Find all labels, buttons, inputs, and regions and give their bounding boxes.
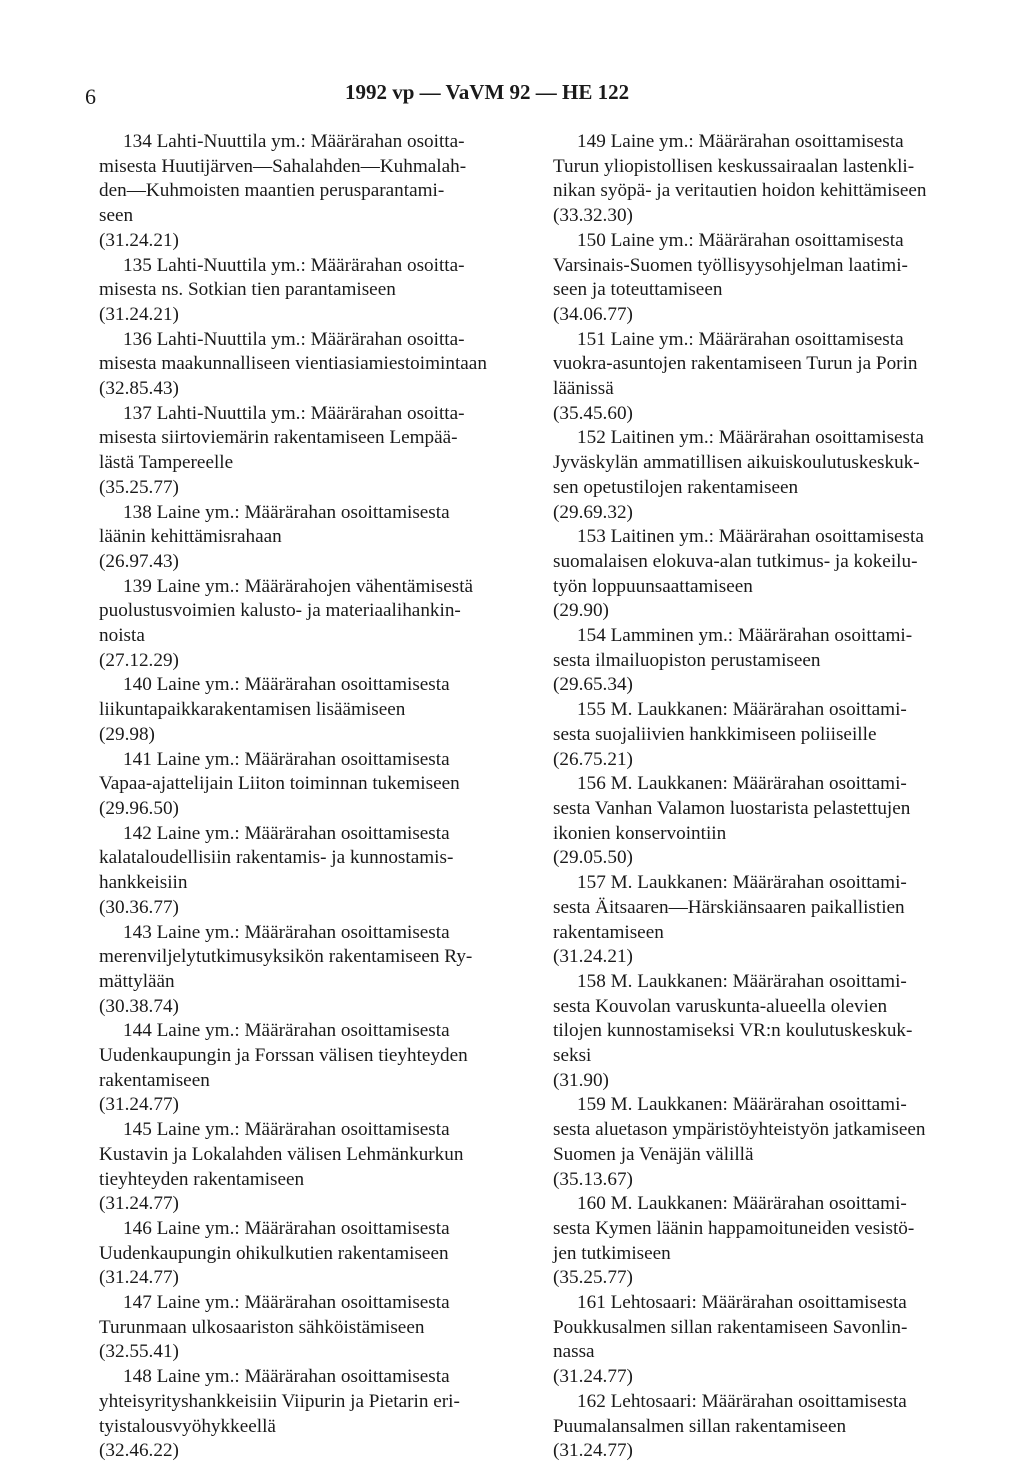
- motion-entry: [553, 624, 985, 698]
- budget-code: (35.25.77): [553, 1267, 633, 1289]
- entry-text-line: Poukkusalmen sillan rakentamiseen Savonlin-: [553, 1316, 908, 1338]
- right-column: [553, 130, 985, 1464]
- entry-title-line: 160 M. Laukkanen: Määrärahan osoittami-: [577, 1193, 907, 1215]
- motion-entry: [553, 970, 985, 1094]
- motion-entry: [99, 822, 531, 921]
- motion-entry: [553, 698, 985, 772]
- entry-title-line: 156 M. Laukkanen: Määrärahan osoittami-: [577, 773, 907, 795]
- budget-code: (29.65.34): [553, 674, 633, 696]
- entry-text-line: Vapaa-ajattelijain Liiton toiminnan tukemiseen: [99, 773, 460, 795]
- motion-entry: [553, 426, 985, 525]
- entry-text-line: sesta aluetason ympäristöyhteistyön jatkamiseen: [553, 1119, 926, 1141]
- budget-code: (32.85.43): [99, 378, 179, 400]
- motion-entry: [99, 254, 531, 328]
- entry-text-line: sesta Äitsaaren—Härskiänsaaren paikallistien: [553, 896, 905, 918]
- entry-text-line: ikonien konservointiin: [553, 822, 727, 844]
- entry-text-line: sesta Kouvolan varuskunta-alueella olevien: [553, 995, 888, 1017]
- entry-title-line: 152 Laitinen ym.: Määrärahan osoittamisesta: [577, 427, 924, 449]
- entry-title-line: 141 Laine ym.: Määrärahan osoittamisesta: [123, 748, 450, 770]
- entry-title-line: 146 Laine ym.: Määrärahan osoittamisesta: [123, 1217, 450, 1239]
- budget-code: (30.36.77): [99, 896, 179, 918]
- entry-text-line: seen ja toteuttamiseen: [553, 279, 723, 301]
- entry-text-line: seksi: [553, 1045, 592, 1067]
- entry-title-line: 155 M. Laukkanen: Määrärahan osoittami-: [577, 699, 907, 721]
- budget-code: (31.24.77): [99, 1193, 179, 1215]
- motion-entry: [553, 1093, 985, 1192]
- budget-code: (29.98): [99, 723, 155, 745]
- motion-entry: [99, 575, 531, 674]
- budget-code: (31.24.77): [553, 1366, 633, 1388]
- entry-text-line: Varsinais-Suomen työllisyysohjelman laatimi-: [553, 254, 908, 276]
- entry-title-line: 139 Laine ym.: Määrärahojen vähentämisestä: [123, 575, 474, 597]
- motion-entry: [553, 328, 985, 427]
- budget-code: (31.90): [553, 1069, 609, 1091]
- budget-code: (29.69.32): [553, 501, 633, 523]
- motion-entry: [99, 748, 531, 822]
- motion-entry: [99, 328, 531, 402]
- motion-entry: [553, 1192, 985, 1291]
- entry-text-line: Turun yliopistollisen keskussairaalan lastenkli-: [553, 155, 915, 177]
- motion-entry: [553, 229, 985, 328]
- entry-text-line: seen: [99, 205, 134, 227]
- entry-text-line: rakentamiseen: [553, 921, 664, 943]
- entry-title-line: 147 Laine ym.: Määrärahan osoittamisesta: [123, 1292, 450, 1314]
- budget-code: (35.45.60): [553, 402, 633, 424]
- running-head: 1992 vp — VaVM 92 — HE 122: [345, 80, 630, 104]
- entry-title-line: 138 Laine ym.: Määrärahan osoittamisesta: [123, 501, 450, 523]
- budget-code: (31.24.77): [99, 1094, 179, 1116]
- entry-text-line: Puumalansalmen sillan rakentamiseen: [553, 1415, 847, 1437]
- entry-title-line: 134 Lahti-Nuuttila ym.: Määrärahan osoitta-: [123, 131, 465, 152]
- entry-text-line: sesta Vanhan Valamon luostarista pelastettujen: [553, 797, 911, 819]
- entry-text-line: kalataloudellisiin rakentamis- ja kunnostamis-: [99, 847, 454, 869]
- page-number: 6: [85, 84, 96, 109]
- entry-title-line: 149 Laine ym.: Määrärahan osoittamisesta: [577, 131, 904, 152]
- budget-code: (29.05.50): [553, 847, 633, 869]
- entry-text-line: suomalaisen elokuva-alan tutkimus- ja kokeilu-: [553, 550, 918, 572]
- entry-text-line: Suomen ja Venäjän välillä: [553, 1143, 754, 1165]
- entry-title-line: 148 Laine ym.: Määrärahan osoittamisesta: [123, 1366, 450, 1388]
- budget-code: (31.24.21): [99, 229, 179, 251]
- motion-entry: [553, 525, 985, 624]
- entry-title-line: 153 Laitinen ym.: Määrärahan osoittamisesta: [577, 526, 924, 548]
- entry-title-line: 150 Laine ym.: Määrärahan osoittamisesta: [577, 229, 904, 251]
- entry-title-line: 158 M. Laukkanen: Määrärahan osoittami-: [577, 970, 907, 992]
- entry-text-line: sesta ilmailuopiston perustamiseen: [553, 649, 821, 671]
- budget-code: (32.46.22): [99, 1440, 179, 1462]
- entry-text-line: läänissä: [553, 378, 614, 400]
- motion-entry: [553, 772, 985, 871]
- budget-code: (31.24.21): [99, 303, 179, 325]
- entry-title-line: 162 Lehtosaari: Määrärahan osoittamisesta: [577, 1390, 907, 1412]
- entry-text-line: misesta maakunnalliseen vientiasiamiestoimintaan: [99, 353, 487, 375]
- motion-entry: [99, 1291, 531, 1365]
- entry-text-line: Kustavin ja Lokalahden välisen Lehmänkurkun: [99, 1143, 464, 1165]
- entry-text-line: vuokra-asuntojen rakentamiseen Turun ja Porin: [553, 353, 918, 375]
- entry-text-line: nassa: [553, 1341, 595, 1363]
- entry-text-line: sesta Kymen läänin happamoituneiden vesistö-: [553, 1217, 915, 1239]
- entry-text-line: hankkeisiin: [99, 872, 188, 894]
- budget-code: (31.24.77): [99, 1267, 179, 1289]
- budget-code: (33.32.30): [553, 205, 633, 227]
- motion-entry: [553, 1291, 985, 1390]
- motion-entry: [553, 1390, 985, 1464]
- entry-title-line: 151 Laine ym.: Määrärahan osoittamisesta: [577, 328, 904, 350]
- entry-text-line: Uudenkaupungin ohikulkutien rakentamiseen: [99, 1242, 449, 1264]
- entry-title-line: 145 Laine ym.: Määrärahan osoittamisesta: [123, 1119, 450, 1141]
- budget-code: (35.25.77): [99, 476, 179, 498]
- budget-code: (30.38.74): [99, 995, 179, 1017]
- entry-title-line: 142 Laine ym.: Määrärahan osoittamisesta: [123, 822, 450, 844]
- motion-entry: [553, 871, 985, 970]
- entry-text-line: misesta ns. Sotkian tien parantamiseen: [99, 279, 396, 301]
- entry-text-line: tilojen kunnostamiseksi VR:n koulutuskeskuk-: [553, 1020, 913, 1042]
- entry-title-line: 144 Laine ym.: Määrärahan osoittamisesta: [123, 1020, 450, 1042]
- motion-entry: [99, 673, 531, 747]
- budget-code: (32.55.41): [99, 1341, 179, 1363]
- entry-title-line: 136 Lahti-Nuuttila ym.: Määrärahan osoitta-: [123, 328, 465, 350]
- entry-text-line: misesta Huutijärven—Sahalahden—Kuhmalah-: [99, 155, 467, 177]
- entry-text-line: sen opetustilojen rakentamiseen: [553, 476, 799, 498]
- budget-code: (26.75.21): [553, 748, 633, 770]
- entry-text-line: Uudenkaupungin ja Forssan välisen tieyhteyden: [99, 1045, 468, 1067]
- entry-title-line: 161 Lehtosaari: Määrärahan osoittamisesta: [577, 1292, 907, 1314]
- entry-text-line: rakentamiseen: [99, 1069, 210, 1091]
- entry-title-line: 135 Lahti-Nuuttila ym.: Määrärahan osoitta-: [123, 254, 465, 276]
- budget-code: (27.12.29): [99, 649, 179, 671]
- motion-entry: [99, 921, 531, 1020]
- entry-title-line: 140 Laine ym.: Määrärahan osoittamisesta: [123, 674, 450, 696]
- budget-code: (26.97.43): [99, 550, 179, 572]
- entry-text-line: noista: [99, 625, 145, 647]
- entry-text-line: läänin kehittämisrahaan: [99, 526, 282, 548]
- entry-title-line: 137 Lahti-Nuuttila ym.: Määrärahan osoitta-: [123, 402, 465, 424]
- entry-text-line: liikuntapaikkarakentamisen lisäämiseen: [99, 699, 406, 721]
- budget-code: (31.24.21): [553, 946, 633, 968]
- motion-entry: [99, 1118, 531, 1217]
- motion-entry: [99, 1019, 531, 1118]
- entry-text-line: mättylään: [99, 970, 175, 992]
- entry-text-line: den—Kuhmoisten maantien perusparantami-: [99, 180, 445, 202]
- entry-text-line: tieyhteyden rakentamiseen: [99, 1168, 305, 1190]
- motion-entry: [99, 1217, 531, 1291]
- budget-code: (35.13.67): [553, 1168, 633, 1190]
- entry-title-line: 143 Laine ym.: Määrärahan osoittamisesta: [123, 921, 450, 943]
- motion-entry: [99, 402, 531, 501]
- entry-text-line: puolustusvoimien kalusto- ja materiaalihankin-: [99, 600, 461, 622]
- entry-text-line: lästä Tampereelle: [99, 452, 234, 474]
- left-column: [99, 130, 531, 1464]
- entry-title-line: 159 M. Laukkanen: Määrärahan osoittami-: [577, 1094, 907, 1116]
- budget-code: (31.24.77): [553, 1440, 633, 1462]
- motion-entry: [553, 130, 985, 229]
- entry-text-line: nikan syöpä- ja veritautien hoidon kehittämiseen: [553, 180, 927, 202]
- budget-code: (29.90): [553, 600, 609, 622]
- motion-entry: [99, 130, 531, 254]
- budget-code: (29.96.50): [99, 797, 179, 819]
- entry-text-line: misesta siirtoviemärin rakentamiseen Lempää-: [99, 427, 458, 449]
- entry-text-line: Jyväskylän ammatillisen aikuiskoulutuskeskuk-: [553, 452, 920, 474]
- entry-text-line: työn loppuunsaattamiseen: [553, 575, 753, 597]
- entry-text-line: sesta suojaliivien hankkimiseen poliiseille: [553, 723, 877, 745]
- entry-text-line: tyistalousvyöhykkeellä: [99, 1415, 276, 1437]
- entry-text-line: jen tutkimiseen: [553, 1242, 671, 1264]
- motion-entry: [99, 1365, 531, 1464]
- motion-entry: [99, 501, 531, 575]
- entry-text-line: Turunmaan ulkosaariston sähköistämiseen: [99, 1316, 425, 1338]
- entry-title-line: 157 M. Laukkanen: Määrärahan osoittami-: [577, 872, 907, 894]
- entry-text-line: merenviljelytutkimusyksikön rakentamiseen Ry-: [99, 946, 473, 968]
- budget-code: (34.06.77): [553, 303, 633, 325]
- entry-text-line: yhteisyrityshankkeisiin Viipurin ja Pietarin eri-: [99, 1390, 460, 1412]
- entry-title-line: 154 Lamminen ym.: Määrärahan osoittami-: [577, 625, 913, 647]
